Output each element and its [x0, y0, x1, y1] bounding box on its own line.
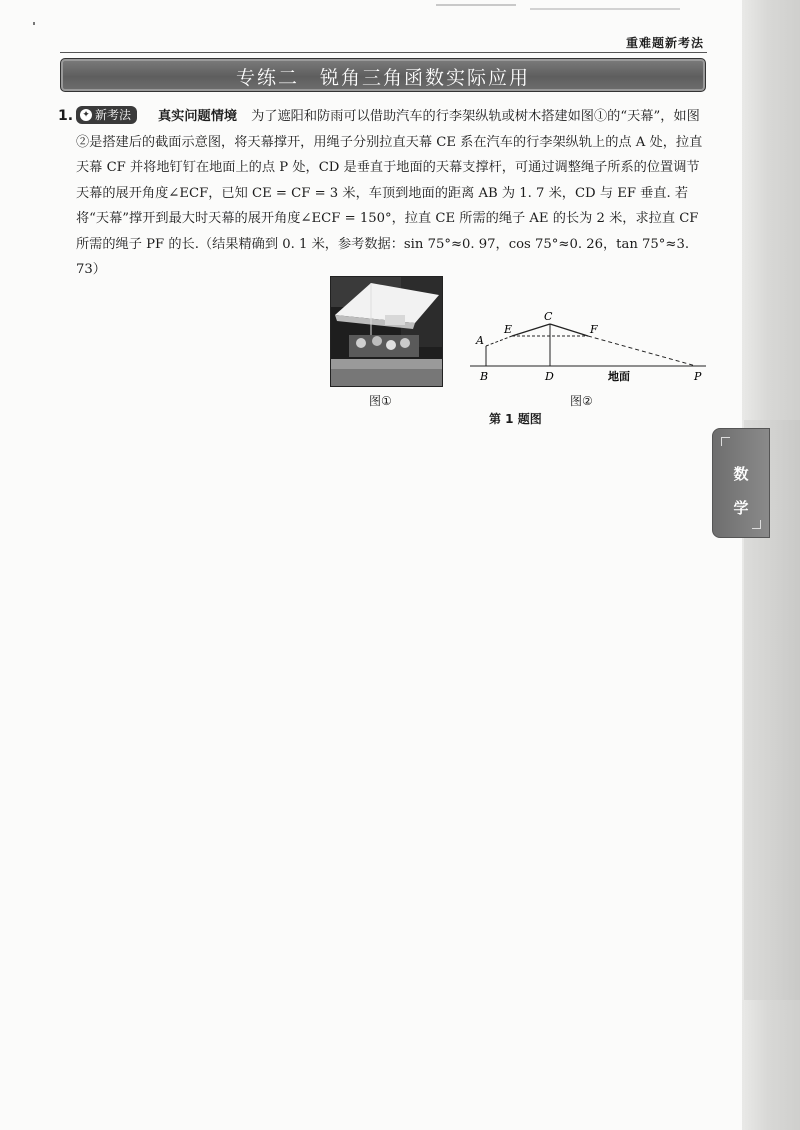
question-number: 1. [58, 108, 74, 124]
label-ground: 地面 [608, 370, 630, 383]
side-tab-char-2: 学 [733, 499, 749, 517]
question-text: 为了遮阳和防雨可以借助汽车的行李架纵轨或树木搭建如图①的“天幕”，如图②是搭建后的截面示意图，将天幕撑开，用绳子分别拉直天幕 CE 系在汽车的行李架纵轨上的点 A 处，拉直天幕 CF 并将地钉钉在地面上的点 P 处，CD 是垂直于地面的天幕支撑杆，可通过调整绳子所系的位置调节天幕的展开角度∠ECF，已知 CE = CF = 3 米，车顶到地面的距离 AB 为 1. 7 米，CD 与 EF 垂直. 若将“天幕”撑开到最大时天幕的展开角度∠ECF = 150°，拉直 CE 所需的绳子 AE 的长为 2 米，求拉直 CF 所需的绳子 PF 的长.（结果精确到 0. 1 米，参考数据：sin 75°≈0. 97，cos 75°≈0. 26，tan 75°≈3. 73） [76, 109, 703, 277]
section-banner [60, 58, 706, 92]
tent-photo-illustration [331, 277, 442, 386]
label-f: F [590, 323, 598, 336]
scan-speck [33, 22, 35, 25]
side-tab-char-1: 数 [733, 465, 749, 483]
label-e: E [504, 323, 513, 336]
scan-speck [530, 8, 680, 10]
section-tag: 重难题新考法 [625, 36, 704, 50]
tab-corner-mark [721, 437, 730, 446]
label-a: A [476, 334, 484, 347]
label-c: C [544, 310, 553, 323]
cross-section-diagram [458, 300, 718, 394]
question-body [76, 104, 706, 283]
canopy-cf [550, 324, 588, 336]
rope-fp [588, 336, 696, 366]
question-tag: 真实问题情境 [158, 109, 238, 124]
rope-ae [486, 336, 512, 346]
label-p: P [694, 370, 702, 383]
banner-title: 专练二 锐角三角函数实际应用 [235, 67, 530, 89]
canopy-ce [512, 324, 550, 336]
figure-2-caption: 图② [570, 394, 593, 408]
scan-speck [436, 4, 516, 6]
label-b: B [480, 370, 489, 383]
badge-label: 新考法 [95, 108, 132, 122]
lightbulb-icon: ✦ [80, 109, 92, 121]
side-tab-label [729, 457, 753, 525]
header-divider [60, 52, 707, 53]
subject-side-tab [712, 428, 770, 538]
figure-1-caption: 图① [369, 394, 392, 408]
tab-corner-mark [752, 520, 761, 529]
label-d: D [545, 370, 554, 383]
tent-photo [330, 276, 443, 387]
figure-group-caption: 第 1 题图 [489, 412, 542, 426]
